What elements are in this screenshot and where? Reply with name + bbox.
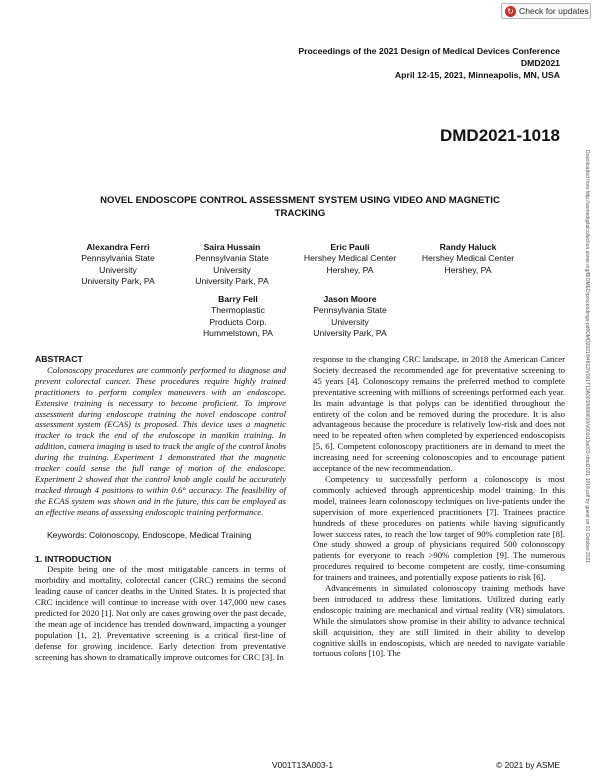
author-block [188, 294, 288, 340]
right-column [313, 354, 565, 659]
copyright: © 2021 by ASME [496, 760, 560, 770]
introduction-paragraph: Despite being one of the most mitigatable cancers in terms of morbidity and mortality, colorectal cancer (CRC) remains the second leading cause of cancer deaths in the United States. It is projected that CRC incidence will continue to increase with over 147,000 new cases predicted for 2020 [1]. Not only are cases growing over the past decade, the mean age of incidence has trended downward, impacting a younger population [1, 2]. Preventative screening is a critical first-line of defense for growing incidence. Early detection from preventative screening has shown to dramatically improve outcomes for CRC [3]. In [35, 564, 286, 662]
check-for-updates-label: Check for updates [519, 6, 589, 16]
conference-code: DMD2021 [520, 57, 560, 68]
author-affiliation: Hershey Medical Center [421, 253, 515, 264]
body-paragraph: Competency to successfully perform a colonoscopy is most commonly achieved through apprenticeship model training. In this model, trainees learn colonoscopy techniques on live-patients under the supervision of more experienced practitioners [7]. Trainees practice hundreds of these procedures on patients while having significantly lower success rates, to reach the low target of 90% completion rate [8]. One study showed a group of physicians required 500 colonoscopy patients for everyone to reach >90% completion [9]. The numerous procedures required to become competent are costly, time-consuming for trainers and trainees, and potentially expose patients to risk [6]. [313, 473, 565, 583]
paper-title [60, 195, 540, 220]
author-name: Jason Moore [323, 294, 377, 304]
author-location: Hershey, PA [444, 264, 492, 275]
author-block [408, 242, 528, 276]
title-line-1: NOVEL ENDOSCOPE CONTROL ASSESSMENT SYSTEM USING VIDEO AND MAGNETIC [100, 195, 500, 206]
author-affiliation: Thermoplastic [211, 305, 265, 316]
author-location: University Park, PA [195, 276, 269, 287]
author-affiliation: Pennsylvania State [313, 305, 387, 316]
author-location: University Park, PA [313, 328, 387, 339]
author-location: University Park, PA [81, 276, 155, 287]
paper-id: DMD2021-1018 [439, 126, 560, 145]
author-name: Barry Fell [218, 294, 258, 304]
body-paragraph: Advancements in simulated colonoscopy training methods have been introduced to address these limitations. Utilized during early endoscopic training are mechanical and virtual reality (VR) simulators. While the simulators show promise in their ability to advance technical skill acquisition, they are still limited in their ability to develop cognitive skills in endoscopists, which are needed to navigate variable tortuous colons [10]. The [313, 583, 565, 659]
author-name: Alexandra Ferri [86, 242, 150, 252]
author-affiliation: Hershey Medical Center [303, 253, 397, 264]
body-paragraph: response to the changing CRC landscape, in 2018 the American Cancer Society decreased the recommended age for preventative screening to 45 years [4]. Colonoscopy remains the preferred method to complete preventative screening with millions of screenings performed each year. Its main advantage is that polyps can be identified throughout the entirety of the colon and be removed during the procedure. It is also advantageous because the procedure is relatively low-risk and does not need to be repeated often when completed by experienced endoscopists [5, 6]. Competent colonoscopy practitioners are in demand to meet the increasing need for screening colonoscopies and to encourage patient acceptance of the new recommendation. [313, 354, 565, 474]
author-block [290, 242, 410, 276]
author-affiliation: University [213, 264, 251, 275]
author-block [182, 242, 282, 288]
conference-name: Proceedings of the 2021 Design of Medical Devices Conference [298, 46, 560, 56]
author-location: Hummelstown, PA [202, 328, 274, 339]
author-name: Eric Pauli [330, 242, 370, 252]
page-identifier: V001T13A003-1 [272, 760, 333, 770]
author-affiliation: University [99, 264, 137, 275]
title-line-2: TRACKING [274, 207, 326, 219]
author-affiliation: Products Corp. [209, 316, 267, 327]
author-affiliation: University [331, 316, 369, 327]
check-for-updates-button[interactable] [501, 3, 591, 19]
introduction-heading: 1. INTRODUCTION [35, 553, 112, 564]
download-watermark: Downloaded from http://asmedigitalcollection.asme.org/BIOMED/proceedings-pdf/DMD2021/84812/V001T13A003/6699610/v001t13a003-dmd2021-1018.pdf by guest on 01 October 2021 [584, 150, 590, 564]
conference-dates: April 12-15, 2021, Minneapolis, MN, USA [394, 69, 560, 80]
author-affiliation: Pennsylvania State [195, 253, 269, 264]
author-block [296, 294, 404, 340]
conference-header [298, 46, 560, 81]
abstract-body: Colonoscopy procedures are commonly performed to diagnose and prevent colorectal cancer. These procedures require highly trained practitioners to perform complex maneuvers with an endoscope. Extensive training is necessary to become proficient. To improve assessment during endoscope training the novel endoscope control assessment system (ECAS) is proposed. This device uses a magnetic tracker to track the end of the endoscope in manikin training. In addition, camera imaging is used to track the angle of the control knobs during the training. Experiment 1 demonstrated that the magnetic tracker could sense the full range of motion of the endoscope. Experiment 2 showed that the control knob angle could be accurately tracked through 4 positions to within 0.6° accuracy. The feasibility of the ECAS system was shown and in the future, this can be employed as an effective means of assessing endoscopic training performance. [35, 364, 286, 517]
author-location: Hershey, PA [326, 264, 374, 275]
author-affiliation: Pennsylvania State [81, 253, 155, 264]
author-name: Randy Haluck [439, 242, 497, 252]
abstract-heading: ABSTRACT [35, 354, 83, 364]
author-name: Saira Hussain [203, 242, 261, 252]
left-column [35, 354, 286, 663]
author-block [68, 242, 168, 288]
keywords: Keywords: Colonoscopy, Endoscope, Medical Training [47, 529, 252, 540]
refresh-icon: ↻ [505, 6, 516, 17]
